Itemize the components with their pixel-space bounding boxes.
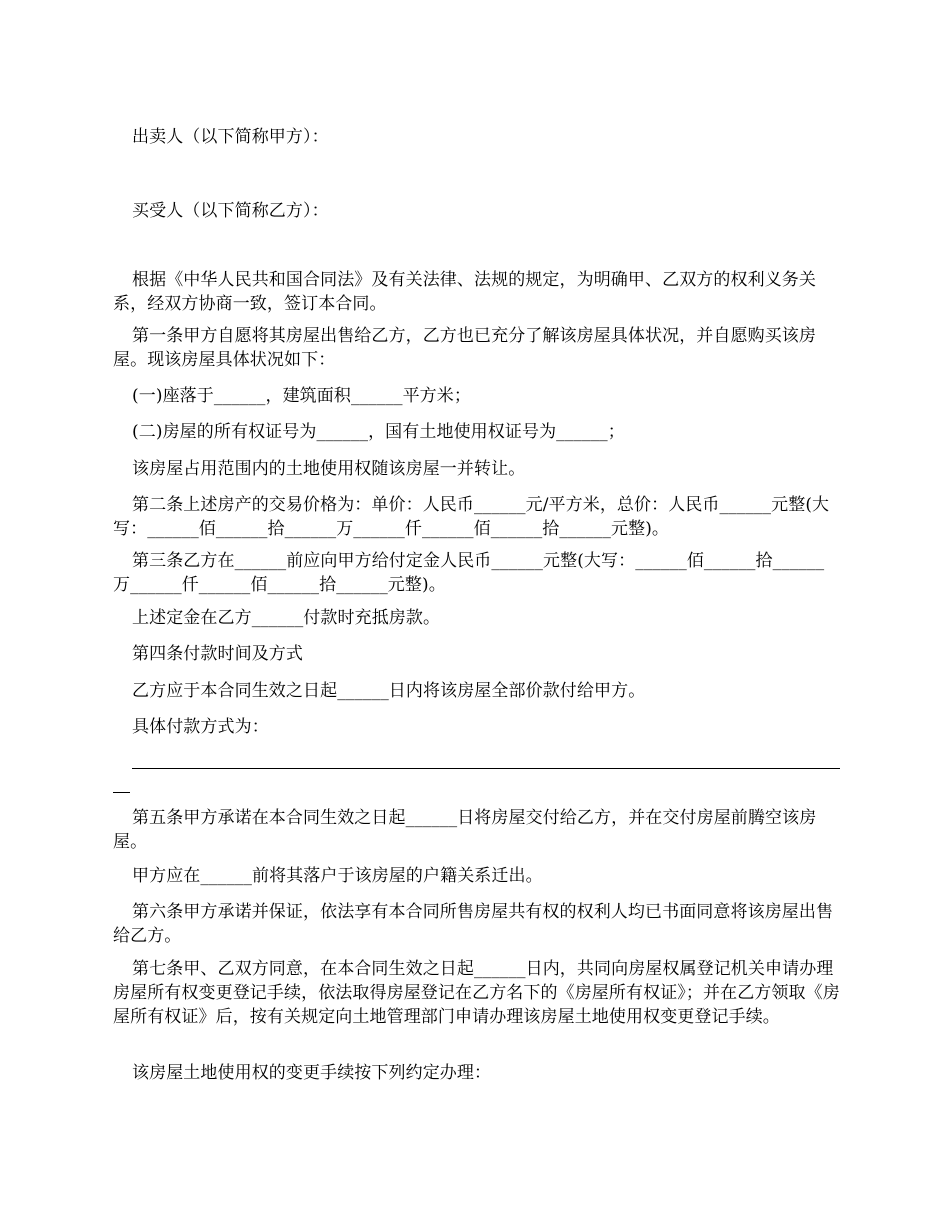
property-certificate-line: (二)房屋的所有权证号为______，国有土地使用权证号为______； <box>132 422 625 442</box>
payment-method-blank-tail <box>113 792 130 793</box>
deposit-offset-line: 上述定金在乙方______付款时充抵房款。 <box>132 608 441 628</box>
seller-line: 出卖人（以下简称甲方）： <box>132 127 329 147</box>
payment-deadline-line: 乙方应于本合同生效之日起______日内将该房屋全部价款付给甲方。 <box>132 681 646 701</box>
payment-method-line: 具体付款方式为： <box>132 717 269 737</box>
land-use-transfer-line: 该房屋占用范围内的土地使用权随该房屋一并转让。 <box>132 459 526 479</box>
article-2-paragraph: 第二条上述房产的交易价格为：单价：人民币______元/平方米，总价：人民币______元整(大写：______佰______拾______万______仟______佰______拾______元整)。 <box>113 495 830 539</box>
article-4-heading: 第四条付款时间及方式 <box>132 644 303 664</box>
article-5-paragraph: 第五条甲方承诺在本合同生效之日起______日将房屋交付给乙方，并在交付房屋前腾空该房屋。 <box>113 808 817 852</box>
buyer-line: 买受人（以下简称乙方）： <box>132 201 329 221</box>
payment-method-blank-line <box>132 768 840 769</box>
property-location-line: (一)座落于______，建筑面积______平方米； <box>132 386 471 406</box>
land-use-change-line: 该房屋土地使用权的变更手续按下列约定办理： <box>132 1063 492 1083</box>
article-1-paragraph: 第一条甲方自愿将其房屋出售给乙方，乙方也已充分了解该房屋具体状况，并自愿购买该房屋。现该房屋具体状况如下： <box>113 326 816 370</box>
article-7-paragraph: 第七条甲、乙双方同意，在本合同生效之日起______日内，共同向房屋权属登记机关申请办理房屋所有权变更登记手续，依法取得房屋登记在乙方名下的《房屋所有权证》；并在乙方领取《房屋所有权证》后，按有关规定向土地管理部门申请办理该房屋土地使用权变更登记手续。 <box>113 959 840 1027</box>
article-6-paragraph: 第六条甲方承诺并保证，依法享有本合同所售房屋共有权的权利人均已书面同意将该房屋出售给乙方。 <box>113 902 834 946</box>
preamble-paragraph: 根据《中华人民共和国合同法》及有关法律、法规的规定，为明确甲、乙双方的权利义务关系，经双方协商一致，签订本合同。 <box>113 270 816 314</box>
household-registration-line: 甲方应在______前将其落户于该房屋的户籍关系迁出。 <box>132 866 543 886</box>
article-3-paragraph: 第三条乙方在______前应向甲方给付定金人民币______元整(大写：______佰______拾______万______仟______佰______拾______元整)。 <box>113 551 825 595</box>
